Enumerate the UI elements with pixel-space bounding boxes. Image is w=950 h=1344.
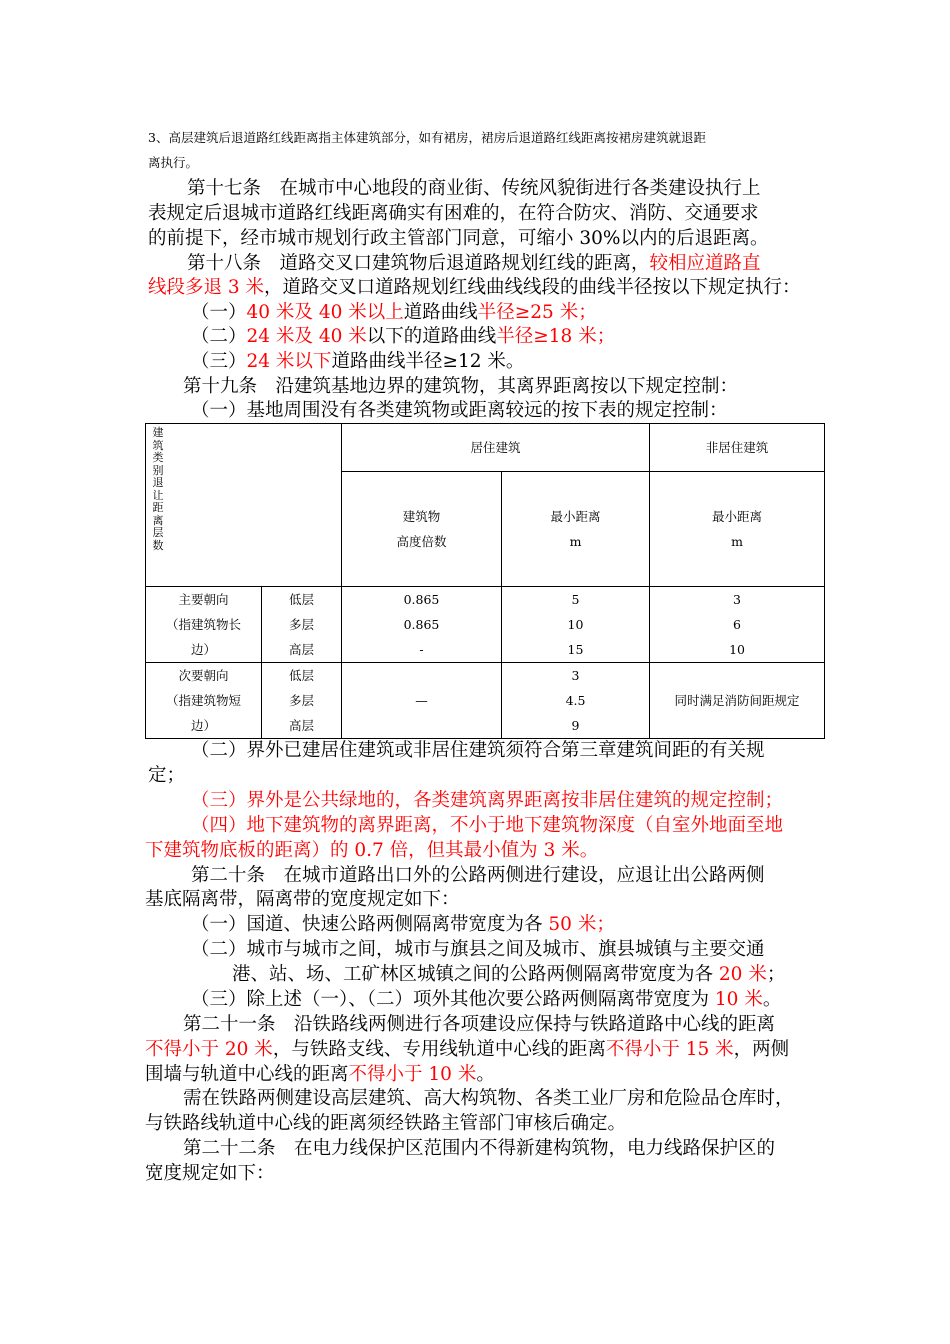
art18-i1a: （一） [191,302,247,323]
table-floors-secondary [262,663,342,739]
art20-i1b: 50 米； [542,914,615,935]
art21-line-3 [145,1063,495,1087]
art19-line-2: （一）基地周围没有各类建筑物或距离较远的按下表的规定控制： [191,400,728,421]
table-group-primary-b: （指建筑物长 [165,617,241,632]
table-cell: - [419,642,424,657]
art21-line-2 [145,1038,789,1062]
table-cell: 0.865 [403,592,440,607]
art19-item-4a: （四）地下建筑物的离界距离，不小于地下建筑物深度（自室外地面至地 [191,815,784,836]
art20-i2c: 20 米 [713,964,767,985]
art20-i2b: 港、站、场、工矿林区城镇之间的公路两侧隔离带宽度为各 [232,964,714,985]
art18-i3c: 道路曲线半径≥12 米。 [331,351,525,372]
art20-line-2: 基底隔离带，隔离带的宽度规定如下： [145,889,460,910]
table-group-secondary-a: 次要朝向 [178,668,229,683]
art20-i3c: 。 [762,989,782,1010]
art19-item-2b: 定； [148,765,186,786]
art19-item-3: （三）界外是公共绿地的，各类建筑离界距离按非居住建筑的规定控制； [191,790,784,811]
table-cell: 3 [733,592,741,607]
note-line-2: 离执行。 [148,155,199,170]
table-nonres-primary [650,587,825,663]
table-header-nonresidential: 非居住建筑 [650,424,825,472]
art19-item-4b: 下建筑物底板的距离）的 0.7 倍，但其最小值为 3 米。 [145,840,599,861]
table-group-secondary [146,663,262,739]
table-header-min [502,472,650,587]
table-ratio-secondary: — [342,663,502,739]
table-header-ratio-1: 建筑物 [402,509,441,524]
art19-line-1: 第十九条 沿建筑基地边界的建筑物，其离界距离按以下规定控制： [183,376,739,397]
table-group-primary-a: 主要朝向 [178,592,229,607]
table-corner-label: 建筑类别退让距离层数 [152,426,164,552]
art21-para2-line-2: 与铁路线轨道中心线的距离须经铁路主管部门审核后确定。 [145,1113,627,1134]
table-corner-cell [146,424,342,587]
table-min-primary [502,587,650,663]
table-row: 低层 [288,668,314,683]
table-cell: 15 [567,642,584,657]
table-cell: 10 [567,617,584,632]
table-row: 低层 [288,592,314,607]
art18-i1c: 道路曲线 [403,302,478,323]
art20-item-1 [191,913,615,937]
art18-i1b: 40 米及 40 米以上 [246,302,404,323]
art20-i2d: ； [766,964,786,985]
art19-item-2a: （二）界外已建居住建筑或非居住建筑须符合第三章建筑间距的有关规 [191,740,765,761]
table-floors-primary [262,587,342,663]
setback-table [145,423,825,739]
art18-line-1 [187,252,761,276]
table-ratio-primary [342,587,502,663]
art17-line-1: 第十七条 在城市中心地段的商业街、传统风貌街进行各类建设执行上 [187,178,761,199]
table-nonres-secondary: 同时满足消防间距规定 [650,663,825,739]
table-cell: 9 [571,718,580,733]
art20-i1a: （一）国道、快速公路两侧隔离带宽度为各 [191,914,543,935]
art18-item-1 [191,301,597,325]
art21-l2d: ，两侧 [733,1039,790,1060]
art21-l3c: 。 [476,1064,495,1085]
table-group-secondary-b: （指建筑物短 [165,693,241,708]
table-row: 多层 [288,617,314,632]
table-group-primary [146,587,262,663]
art18-line-2 [148,276,801,300]
art18-i1d: 半径≥25 米； [477,302,597,323]
art18-i2d: 半径≥18 米； [496,326,616,347]
table-header-nonres-min-1: 最小距离 [712,509,763,524]
art18-item-3 [191,350,524,374]
art21-l3b: 不得小于 10 米 [348,1064,477,1085]
table-header-nonres-min [650,472,825,587]
table-header-ratio [342,472,502,587]
art21-l2b: ，与铁路支线、专用线轨道中心线的距离 [272,1039,606,1060]
art17-line-2: 表规定后退城市道路红线距离确实有困难的，在符合防灾、消防、交通要求 [148,203,759,224]
art18-i2b: 24 米及 40 米 [246,326,367,347]
table-cell: 6 [733,617,741,632]
table-min-secondary [502,663,650,739]
table-header-min-1: 最小距离 [550,509,601,524]
art18-l1a: 第十八条 道路交叉口建筑物后退道路规划红线的距离， [187,253,650,274]
art20-i3a: （三）除上述（一）、（二）项外其他次要公路两侧隔离带宽度为 [191,989,710,1010]
art18-i3b: 24 米以下 [246,351,332,372]
table-cell: 10 [729,642,745,657]
table-cell: 5 [571,592,580,607]
art21-para2-line-1: 需在铁路两侧建设高层建筑、高大构筑物、各类工业厂房和危险品仓库时， [183,1088,794,1109]
art21-l2a: 不得小于 20 米 [145,1039,273,1060]
table-row: 高层 [288,642,314,657]
table-group-secondary-c: 边） [190,718,216,733]
art20-item-2b [232,963,785,987]
table-group-primary-c: 边） [190,642,216,657]
art18-l1b: 较相应道路直 [649,253,761,274]
art20-line-1: 第二十条 在城市道路出口外的公路两侧进行建设，应退让出公路两侧 [191,865,765,886]
art18-l2a: 线段多退 3 米 [148,277,265,298]
art20-item-3 [191,988,781,1012]
art20-i3b: 10 米 [709,989,763,1010]
art18-item-2 [191,325,615,349]
art18-l2b: ，道路交叉口道路规划红线曲线线段的曲线半径按以下规定执行： [264,277,801,298]
art18-i2c: 以下的道路曲线 [366,326,497,347]
art21-l3a: 围墙与轨道中心线的距离 [145,1064,349,1085]
table-cell: 4.5 [565,693,586,708]
table-header-residential: 居住建筑 [342,424,650,472]
art22-line-2: 宽度规定如下： [145,1163,275,1184]
art21-line-1: 第二十一条 沿铁路线两侧进行各项建设应保持与铁路道路中心线的距离 [183,1014,776,1035]
art18-i2a: （二） [191,326,247,347]
art17-line-3: 的前提下，经市城市规划行政主管部门同意，可缩小 30%以内的后退距离。 [148,228,769,249]
art22-line-1: 第二十二条 在电力线保护区范围内不得新建构筑物，电力线路保护区的 [183,1138,776,1159]
table-row: 高层 [288,718,314,733]
table-row: 多层 [288,693,314,708]
table-header-ratio-2: 高度倍数 [396,534,447,549]
table-header-nonres-min-2: m [731,534,743,549]
art21-l2c: 不得小于 15 米 [605,1039,734,1060]
table-header-min-2: m [569,534,582,549]
table-cell: 3 [571,668,580,683]
note-line-1: 3、高层建筑后退道路红线距离指主体建筑部分，如有裙房，裙房后退道路红线距离按裙房建筑就退距 [148,130,706,145]
art18-i3a: （三） [191,351,247,372]
table-cell: 0.865 [403,617,440,632]
art20-item-2a: （二）城市与城市之间，城市与旗县之间及城市、旗县城镇与主要交通 [191,939,765,960]
